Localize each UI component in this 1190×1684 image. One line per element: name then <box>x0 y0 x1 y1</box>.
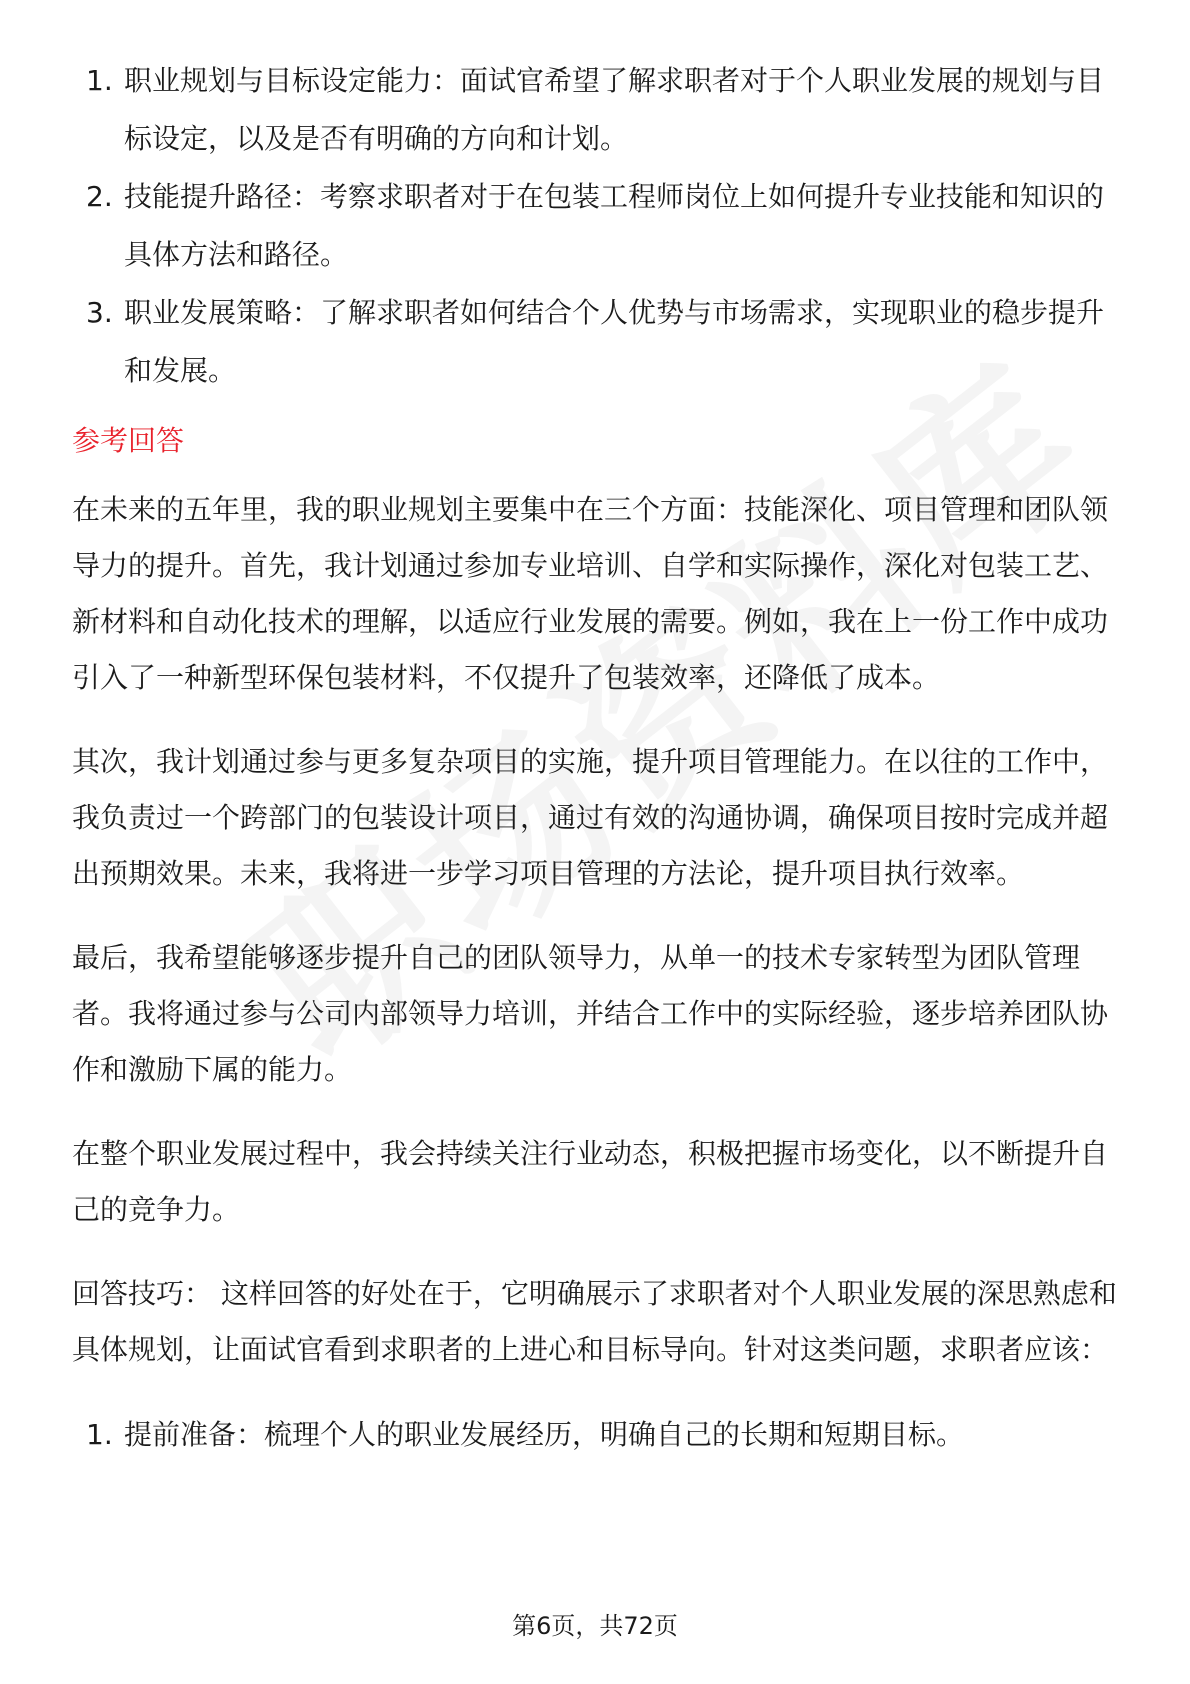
list-item-text: 职业规划与目标设定能力：面试官希望了解求职者对于个人职业发展的规划与目标设定，以及是否有明确的方向和计划。 <box>124 64 1105 155</box>
list-item <box>72 168 1122 284</box>
paragraph: 在未来的五年里，我的职业规划主要集中在三个方面：技能深化、项目管理和团队领导力的提升。首先，我计划通过参加专业培训、自学和实际操作，深化对包装工艺、新材料和自动化技术的理解，以适应行业发展的需要。例如，我在上一份工作中成功引入了一种新型环保包装材料，不仅提升了包装效率，还降低了成本。 <box>72 493 1109 694</box>
answer-tips-paragraph: 回答技巧： 这样回答的好处在于，它明确展示了求职者对个人职业发展的深思熟虑和具体规划，让面试官看到求职者的上进心和目标导向。针对这类问题，求职者应该： <box>72 1277 1117 1366</box>
tips-list <box>72 1406 1122 1464</box>
list-item-text: 职业发展策略：了解求职者如何结合个人优势与市场需求，实现职业的稳步提升和发展。 <box>124 296 1105 387</box>
list-item <box>72 284 1122 400</box>
paragraph: 在整个职业发展过程中，我会持续关注行业动态，积极把握市场变化，以不断提升自己的竞争力。 <box>72 1137 1109 1226</box>
list-item <box>72 52 1122 168</box>
list-item <box>72 1406 1122 1464</box>
list-number: 2. <box>86 180 113 213</box>
intro-list <box>72 52 1122 400</box>
page-footer: 第6页，共72页 <box>512 1612 678 1640</box>
page-content <box>72 52 1122 1464</box>
list-number: 3. <box>86 296 113 329</box>
list-item-text: 技能提升路径：考察求职者对于在包装工程师岗位上如何提升专业技能和知识的具体方法和路径。 <box>124 180 1105 271</box>
paragraph: 最后，我希望能够逐步提升自己的团队领导力，从单一的技术专家转型为团队管理者。我将通过参与公司内部领导力培训，并结合工作中的实际经验，逐步培养团队协作和激励下属的能力。 <box>72 941 1109 1086</box>
list-item-text: 提前准备：梳理个人的职业发展经历，明确自己的长期和短期目标。 <box>124 1418 965 1451</box>
paragraph: 其次，我计划通过参与更多复杂项目的实施，提升项目管理能力。在以往的工作中，我负责过一个跨部门的包装设计项目，通过有效的沟通协调，确保项目按时完成并超出预期效果。未来，我将进一步学习项目管理的方法论，提升项目执行效率。 <box>72 745 1109 890</box>
section-title: 参考回答 <box>72 424 185 457</box>
list-number: 1. <box>86 64 113 97</box>
list-number: 1. <box>86 1418 113 1451</box>
